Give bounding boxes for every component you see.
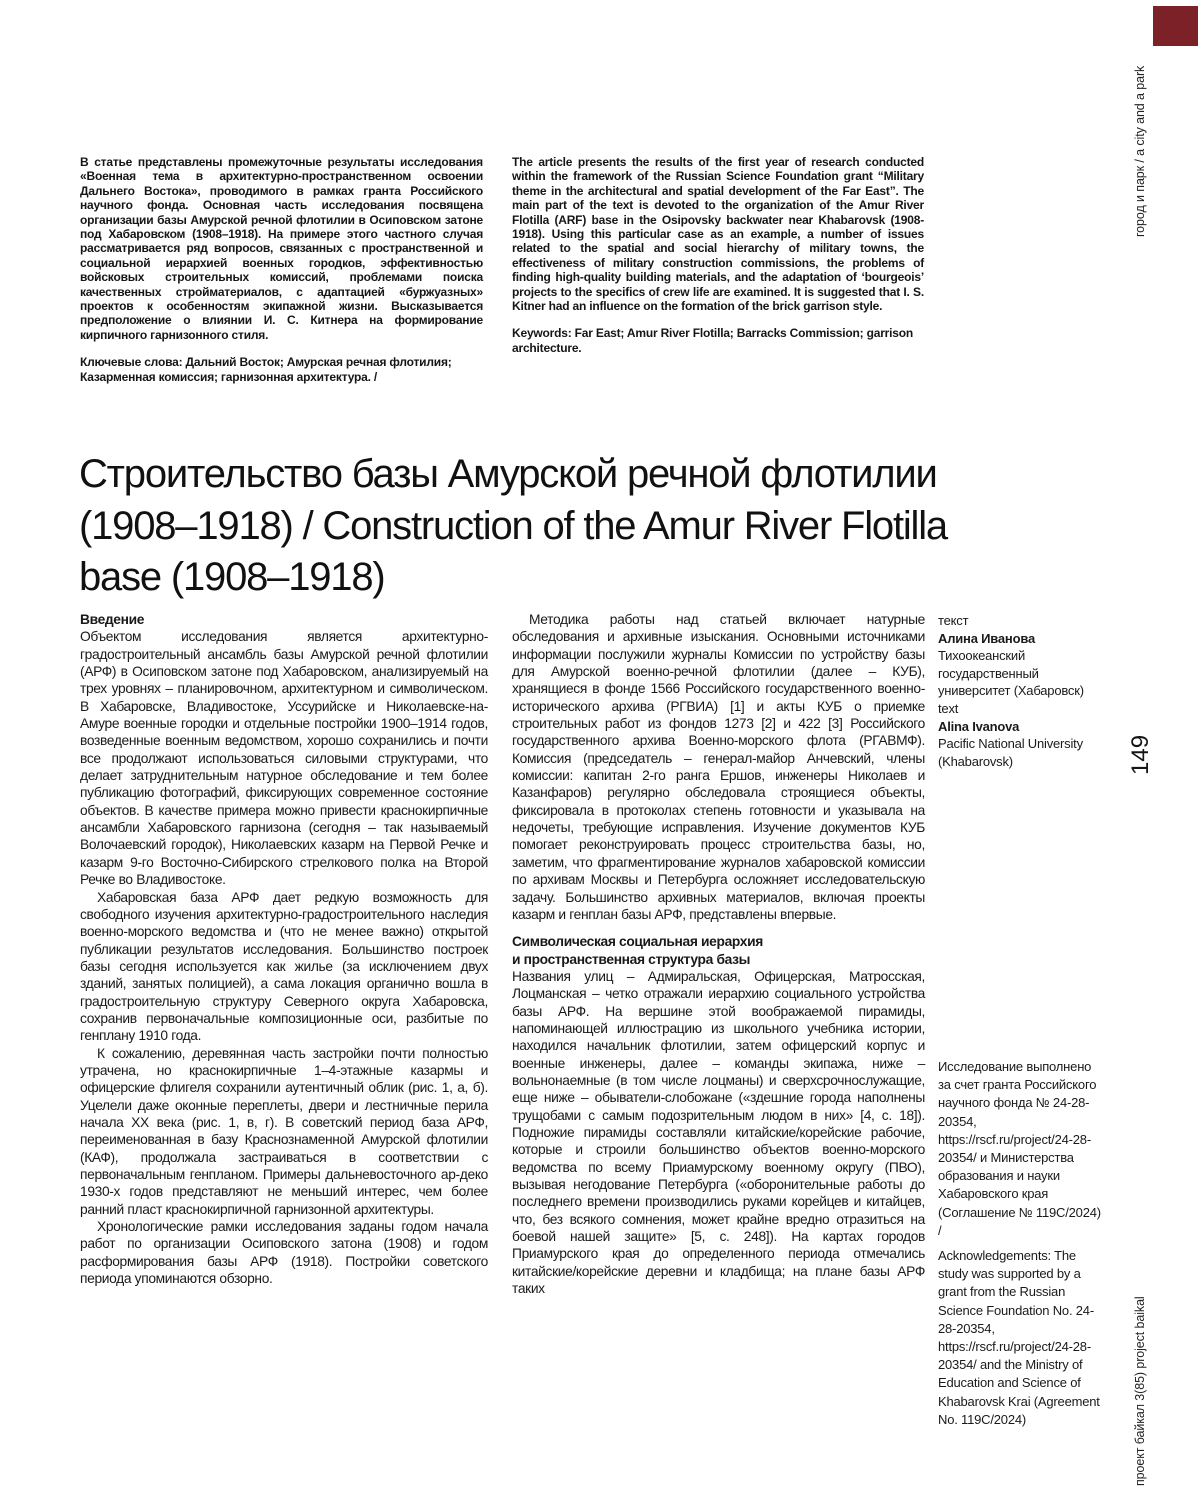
article-title-line-2: (1908–1918) / Construction of the Amur River Flotilla	[79, 503, 947, 548]
journal-edge-label: проект байкал 3(85) project baikal	[1133, 1296, 1147, 1486]
author-affiliation-en: Pacific National University (Khabarovsk)	[938, 736, 1083, 769]
funding-note-russian: Исследование выполнено за счет гранта Российского научного фонда № 24-28-20354, https://rscf.ru/project/24-28-20354/ и Министерства образования и науки Хабаровского края (Соглашение № 119C/2024) /	[938, 1059, 1101, 1238]
abstract-russian-body: В статье представлены промежуточные результаты исследования «Военная тема в архитектурно-пространственном освоении Дальнего Востока», проводимого в рамках гранта Российского научного фонда. Основная часть исследования посвящена организации базы Амурской речной флотилии в Осиповском затоне под Хабаровском (1908–1918). На примере этого частного случая рассматривается ряд вопросов, связанных с пространственной и социальной иерархией военных городков, эффективностью войсковых строительных комиссий, проблемами поиска качественных стройматериалов, с адаптацией «буржуазных» проектов к особенностям экипажной жизни. Высказывается предположение о влиянии И. С. Китнера на формирование кирпичного гарнизонного стиля.	[80, 155, 483, 342]
paragraph: К сожалению, деревянная часть застройки почти полностью утрачена, но краснокирпичные 1–4-этажные казармы и офицерские флигеля сохранили аутентичный облик (рис. 1, а, б). Уцелели даже оконные переплеты, двери и лестничные перила начала XX века (рис. 1, в, г). В советский период база АРФ, переименованная в базу Краснознаменной Амурской флотилии (КАФ), продолжала застраиваться в соответствии с первоначальным генпланом. Примеры дальневосточного ар-деко 1930-х годов представляют не меньший интерес, чем более ранний пласт краснокирпичной гарнизонной архитектуры.	[80, 1045, 488, 1217]
article-title	[79, 449, 947, 604]
page-number: 149	[1127, 734, 1154, 775]
paragraph: Объектом исследования является архитектурно-градостроительный ансамбль базы Амурской речной флотилии (АРФ) в Осиповском затоне под Хабаровском, анализируемый на трех уровнях – планировочном, архитектурном и символическом. В Хабаровске, Владивостоке, Уссурийске и Николаевске-на-Амуре военные городки и отдельные постройки 1900–1914 годов, возведенные военным ведомством, хорошо сохранились и почти все продолжают использоваться силовыми структурами, что делает затруднительным натурное обследование и тем более публикацию фотографий, фиксирующих современное состояние объектов. В качестве примера можно привести краснокирпичные ансамбли Хабаровского гарнизона (сегодня – так называемый Волочаевский городок), Николаевских казарм на Первой Речке и казарм 9-го Восточно-Сибирского стрелкового полка на Второй Речке во Владивостоке.	[80, 629, 488, 888]
keywords-russian: Ключевые слова: Дальний Восток; Амурская речная флотилия; Казарменная комиссия; гарнизонная архитектура. /	[80, 355, 452, 384]
article-title-line-1: Строительство базы Амурской речной флотилии	[79, 452, 937, 496]
section-heading-line-1: Символическая социальная иерархия	[512, 934, 763, 950]
author-affiliation-ru: Тихоокеанский государственный университет (Хабаровск)	[938, 648, 1084, 699]
abstract-russian	[80, 155, 483, 384]
author-label-ru: текст	[938, 613, 969, 628]
author-name-ru: Алина Иванова	[938, 630, 1035, 646]
paragraph: Хабаровская база АРФ дает редкую возможность для свободного изучения архитектурно-градостроительного наследия военно-морского ведомства и (что не менее важно) открытой публикации результатов исследования. Большинство построек базы сегодня используется как жилье (за исключением двух зданий, занятых полицией), а сама локация органично вошла в градостроительную структуру Северного округа Хабаровска, сохранив первоначальные композиционные оси, разбитые по генплану 1910 года.	[80, 889, 488, 1044]
paragraph: Хронологические рамки исследования заданы годом начала работ по организации Осиповского затона (1908) и годом расформирования базы АРФ (1918). Постройки советского периода упоминаются обзорно.	[80, 1219, 488, 1287]
abstract-english-body: The article presents the results of the first year of research conducted within the framework of the Russian Science Foundation grant “Military theme in the architectural and spatial development of the Far East”. The main part of the text is devoted to the organization of the Amur River Flotilla (ARF) base in the Osipovsky backwater near Khabarovsk (1908-1918). Using this particular case as an example, a number of issues related to the spatial and social hierarchy of military towns, the effectiveness of military construction commissions, the problems of finding high-quality building materials, and the adaptation of ‘bourgeois’ projects to the specifics of crew life are examined. It is suggested that I. S. Kitner had an influence on the formation of the brick garrison style.	[512, 155, 924, 314]
section-heading-hierarchy	[512, 933, 925, 968]
paragraph: Названия улиц – Адмиральская, Офицерская, Матросская, Лоцманская – четко отражали иерархию социального устройства базы АРФ. На вершине этой воображаемой пирамиды, напоминающей иллюстрацию из школьного учебника истории, находился начальник флотилии, затем офицерский корпус и военные инженеры, далее – команды экипажа, ниже – вольнонаемные (в том числе лоцманы) и сверхсрочнослужащие, еще ниже – обыватели-слобожане («здешние города наполнены трущобами с самым подозрительным людом в них» [4, с. 18]). Подножие пирамиды составляли китайские/корейские рабочие, которые и строили большинство объектов военно-морского ведомства по всему Приамурскому военному округу (ПВО), вызывая негодование Петербурга («оборонительные работы до последнего времени производились руками корейцев и китайцев, что, без всякого сомнения, может крайне вредно отразиться на боевой нашей защите» [5, с. 248]). На картах городов Приамурского края до определенного периода отмечались китайские/корейские деревни и кладбища; на плане базы АРФ таких	[512, 968, 925, 1297]
author-block	[938, 612, 1114, 770]
section-heading-line-2: и пространственная структура базы	[512, 951, 751, 967]
author-label-en: text	[938, 700, 959, 716]
section-accent-marker	[1153, 6, 1198, 46]
section-heading-introduction: Введение	[80, 612, 145, 627]
funding-note-english: Acknowledgements: The study was supported by a grant from the Russian Science Foundation No. 24-28-20354, https://rscf.ru/project/24-28-20354/ and the Ministry of Education and Science of Khabarovsk Krai (Agreement No. 119C/2024)	[938, 1248, 1100, 1427]
keywords-english: Keywords: Far East; Amur River Flotilla; Barracks Commission; garrison architecture.	[512, 326, 914, 355]
article-title-line-3: base (1908–1918)	[79, 555, 385, 599]
funding-block	[938, 1058, 1106, 1429]
abstract-english	[512, 155, 924, 355]
paragraph: Методика работы над статьей включает натурные обследования и архивные изыскания. Основными источниками информации послужили журналы Комиссии по устройству базы для Амурской военно-речной флотилии (далее – КУБ), хранящиеся в фонде 1566 Российского государственного военно-исторического архива (РГВИА) [1] и акты КУБ о приемке строительных работ из фондов 1273 [2] и 422 [3] Российского государственного архива Военно-морского флота (РГАВМФ). Комиссия (председатель – генерал-майор Анчевский, члены комиссии: капитан 2-го ранга Ершов, инженеры Николаев и Казанфаров) регулярно обследовала строящиеся объекты, фиксировала в протоколах степень готовности и указывала на недочеты, требующие исправления. Изучение документов КУБ помогает реконструировать процесс строительства базы, но, заметим, что фрагментирование журналов хабаровской комиссии по архивам Москвы и Петербурга осложняет исследовательскую задачу. Большинство архивных материалов, включая проекты казарм и генплан базы АРФ, представлены впервые.	[512, 612, 925, 922]
body-column-middle	[512, 611, 925, 1297]
author-name-en: Alina Ivanova	[938, 718, 1020, 734]
body-column-left	[80, 611, 488, 1287]
section-edge-label: город и парк / a city and a park	[1133, 65, 1147, 237]
